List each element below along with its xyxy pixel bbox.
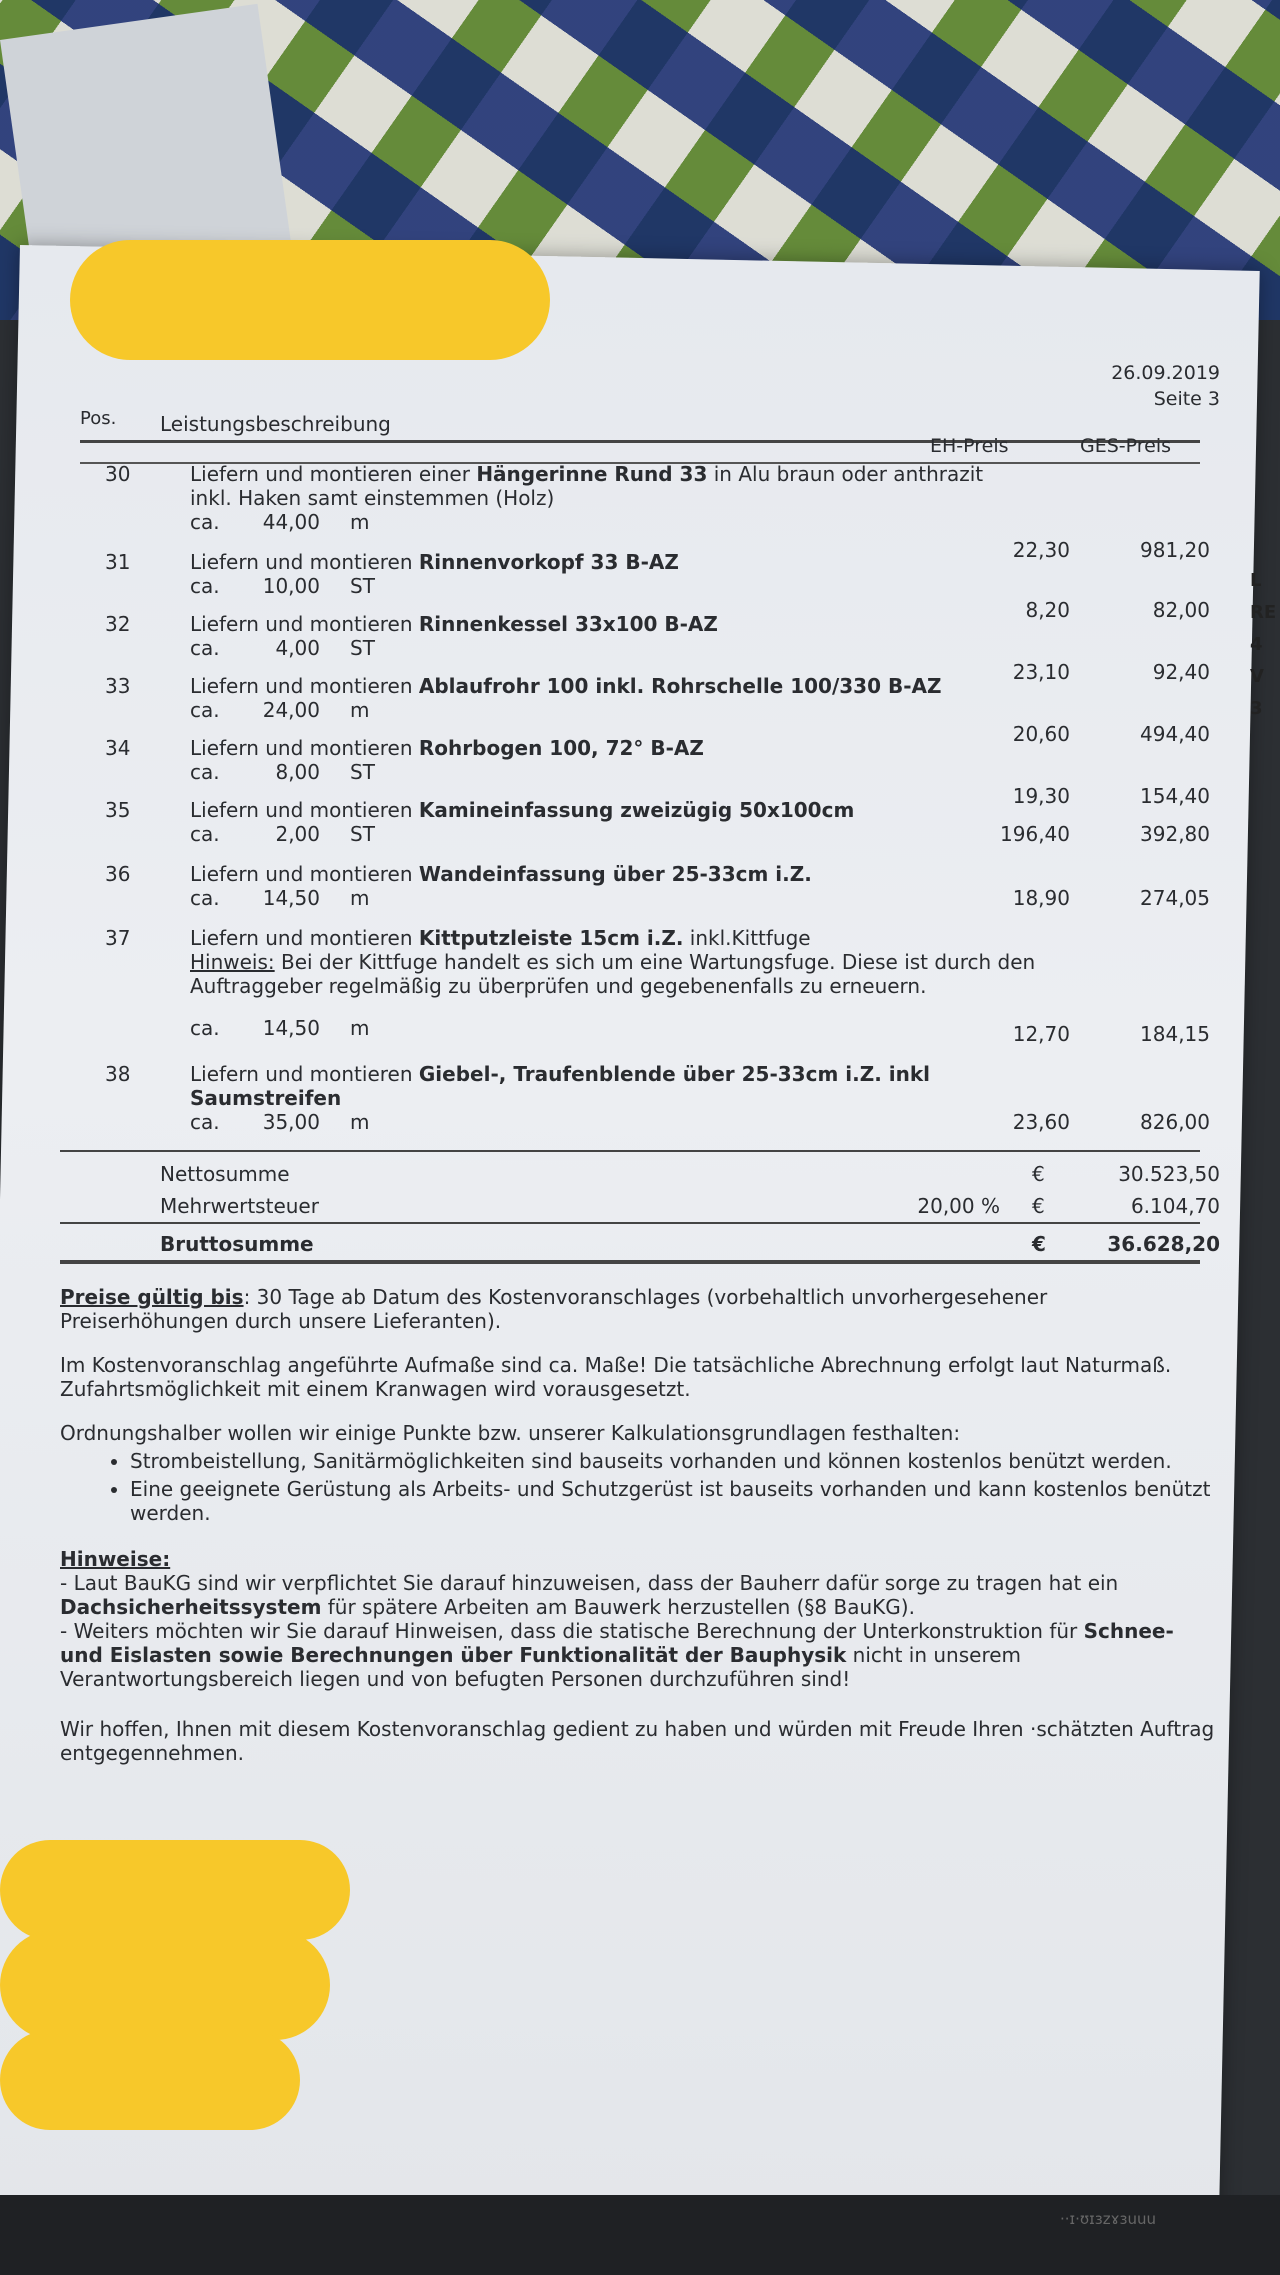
item-description	[190, 674, 1010, 722]
item-unit-price: 20,60	[1012, 722, 1070, 746]
basis-intro: Ordnungshalber wollen wir einige Punkte bzw. unserer Kalkulationsgrundlagen festhalten:	[60, 1421, 961, 1445]
hint1-bold: Dachsicherheitssystem	[60, 1595, 322, 1619]
item-text: Liefern und montieren	[190, 862, 419, 886]
hint2-suffix: nicht in unserem Verantwortungsbereich liegen und von befugten Personen durchzuführen sind!	[60, 1643, 1022, 1691]
item-quantity	[190, 574, 1010, 598]
item-quantity	[190, 510, 1010, 534]
item-quantity	[190, 1016, 1090, 1040]
table-header	[80, 400, 1200, 443]
item-number: 32	[105, 612, 131, 636]
item-total: 392,80	[1140, 822, 1210, 846]
item-product: Kamineinfassung zweizügig 50x100cm	[418, 798, 855, 822]
item-unit-price: 196,40	[1000, 822, 1070, 846]
item-text: Liefern und montieren	[190, 798, 419, 822]
item-unit-price: 12,70	[1012, 1022, 1070, 1046]
item-quantity	[190, 822, 1010, 846]
item-unit-price: 18,90	[1012, 886, 1070, 910]
item-number: 31	[105, 550, 131, 574]
qty-unit: m	[350, 510, 370, 534]
column-description: Leistungsbeschreibung	[160, 412, 391, 436]
validity-text: : 30 Tage ab Datum des Kostenvoranschlages (vorbehaltlich unvorhergesehener Preiserhöhungen durch unsere Lieferanten).	[60, 1285, 1048, 1333]
qty-prefix: ca.	[190, 1110, 220, 1134]
item-product: Ablaufrohr 100 inkl. Rohrschelle 100/330 B-AZ	[418, 674, 942, 698]
item-product: Giebel-, Traufenblende über 25-33cm i.Z. inkl Saumstreifen	[190, 1062, 931, 1110]
item-quantity	[190, 760, 1010, 784]
validity-note	[60, 1285, 1220, 1333]
item-quantity	[190, 886, 1010, 910]
item-product: Rinnenvorkopf 33 B-AZ	[418, 550, 679, 574]
item-number: 35	[105, 798, 131, 822]
item-description	[190, 462, 1010, 534]
closing-text: Wir hoffen, Ihnen mit diesem Kostenvoranschlag gedient zu haben und würden mit Freude Ihren ·schätzten Auftrag entgegennehmen.	[60, 1717, 1215, 1765]
validity-label: Preise gültig bis	[60, 1285, 244, 1309]
vat-label: Mehrwertsteuer	[160, 1194, 319, 1218]
hints-title: Hinweise:	[60, 1547, 171, 1571]
basis-list	[60, 1449, 1220, 1525]
gross-divider-bottom	[60, 1260, 1200, 1264]
item-product: Wandeinfassung über 25-33cm i.Z.	[418, 862, 812, 886]
qty-prefix: ca.	[190, 510, 220, 534]
qty-prefix: ca.	[190, 1016, 220, 1040]
qty-unit: ST	[350, 574, 375, 598]
measure-note: Im Kostenvoranschlag angeführte Aufmaße sind ca. Maße! Die tatsächliche Abrechnung erfolgt laut Naturmaß. Zufahrtsmöglichkeit mit einem Kranwagen wird vorausgesetzt.	[60, 1353, 1172, 1401]
net-value: 30.523,50	[1118, 1162, 1220, 1186]
item-description	[190, 550, 1010, 598]
item-number: 33	[105, 674, 131, 698]
table-surface	[0, 2195, 1280, 2275]
hint1-text: - Laut BauKG sind wir verpflichtet Sie darauf hinzuweisen, dass der Bauherr dafür sorge zu tragen hat ein	[60, 1571, 1119, 1595]
item-total: 826,00	[1140, 1110, 1210, 1134]
item-unit-price: 22,30	[1012, 538, 1070, 562]
qty-prefix: ca.	[190, 698, 220, 722]
item-total: 92,40	[1152, 660, 1210, 684]
item-text: Liefern und montieren	[190, 736, 419, 760]
item-unit-price: 23,10	[1012, 660, 1070, 684]
column-total-price: GES-Preis	[1080, 435, 1172, 457]
item-text: Liefern und montieren	[190, 612, 419, 636]
item-text: Liefern und montieren	[190, 926, 419, 950]
basis-item: • Eine geeignete Gerüstung als Arbeits- und Schutzgerüst ist bauseits vorhanden und kann kostenlos benützt werden.	[130, 1477, 1220, 1525]
item-total: 274,05	[1140, 886, 1210, 910]
qty-unit: m	[350, 698, 370, 722]
item-number: 37	[105, 926, 131, 950]
qty-unit: m	[350, 1016, 370, 1040]
item-description	[190, 736, 1010, 784]
item-total: 184,15	[1140, 1022, 1210, 1046]
item-quantity	[190, 698, 1010, 722]
item-text-suffix: inkl.Kittfuge	[683, 926, 811, 950]
qty-value: 10,00	[262, 574, 320, 598]
column-unit-price: EH-Preis	[930, 435, 1009, 457]
qty-unit: m	[350, 1110, 370, 1134]
item-description	[190, 612, 1010, 660]
vat-currency: €	[1032, 1194, 1045, 1218]
gross-currency: €	[1032, 1232, 1046, 1256]
hints-block	[60, 1547, 1220, 1691]
item-number: 34	[105, 736, 131, 760]
item-text: Liefern und montieren einer	[190, 462, 477, 486]
item-number: 30	[105, 462, 131, 486]
totals-divider	[60, 1150, 1200, 1152]
redaction-signature-3	[0, 2030, 300, 2130]
item-number: 38	[105, 1062, 131, 1086]
qty-unit: ST	[350, 760, 375, 784]
item-description	[190, 1062, 950, 1134]
document-page	[40, 250, 1220, 2228]
redaction-signature-1	[0, 1840, 350, 1940]
net-currency: €	[1032, 1162, 1045, 1186]
item-total: 154,40	[1140, 784, 1210, 808]
item-quantity	[190, 636, 1010, 660]
item-text: Liefern und montieren	[190, 1062, 419, 1086]
item-unit-price: 19,30	[1012, 784, 1070, 808]
item-hint	[190, 950, 1035, 998]
qty-value: 14,50	[262, 1016, 320, 1040]
document-date: 26.09.2019	[1111, 362, 1220, 384]
item-total: 494,40	[1140, 722, 1210, 746]
qty-value: 14,50	[262, 886, 320, 910]
qty-unit: ST	[350, 636, 375, 660]
qty-value: 35,00	[262, 1110, 320, 1134]
item-number: 36	[105, 862, 131, 886]
hint2-text: - Weiters möchten wir Sie darauf Hinweisen, dass die statische Berechnung der Unterkonstruktion für	[60, 1619, 1084, 1643]
item-product: Rinnenkessel 33x100 B-AZ	[418, 612, 718, 636]
qty-value: 8,00	[275, 760, 320, 784]
item-description	[190, 926, 1090, 1040]
item-product: Hängerinne Rund 33	[476, 462, 708, 486]
hint1-suffix: für spätere Arbeiten am Bauwerk herzustellen (§8 BauKG).	[321, 1595, 915, 1619]
gross-value: 36.628,20	[1107, 1232, 1220, 1256]
redaction-header	[70, 240, 550, 360]
hint-text: Bei der Kittfuge handelt es sich um eine Wartungsfuge. Diese ist durch den Auftraggeber regelmäßig zu überprüfen und gegebenenfalls zu erneuern.	[190, 950, 1036, 998]
item-unit-price: 8,20	[1025, 598, 1070, 622]
qty-value: 24,00	[262, 698, 320, 722]
item-quantity	[190, 1110, 950, 1134]
item-description	[190, 798, 1010, 846]
item-product: Kittputzleiste 15cm i.Z.	[418, 926, 684, 950]
qty-prefix: ca.	[190, 886, 220, 910]
item-unit-price: 23,60	[1012, 1110, 1070, 1134]
qty-prefix: ca.	[190, 636, 220, 660]
gross-divider-top	[60, 1222, 1200, 1224]
page-number: Seite 3	[1153, 388, 1220, 410]
item-text-suffix: in Alu braun oder anthrazit inkl. Haken samt einstemmen (Holz)	[190, 462, 984, 510]
qty-prefix: ca.	[190, 822, 220, 846]
qty-value: 44,00	[262, 510, 320, 534]
item-total: 82,00	[1152, 598, 1210, 622]
qty-prefix: ca.	[190, 574, 220, 598]
redaction-signature-2	[0, 1930, 330, 2040]
item-product: Rohrbogen 100, 72° B-AZ	[418, 736, 704, 760]
qty-value: 2,00	[275, 822, 320, 846]
side-paper-marks: L RE 4 V 3	[1250, 570, 1277, 719]
hint-label: Hinweis:	[190, 950, 275, 974]
hint2-bold: Schnee- und Eislasten sowie Berechnungen über Funktionalität der Bauphysik	[60, 1619, 1174, 1667]
item-text: Liefern und montieren	[190, 550, 419, 574]
terms-section	[60, 1285, 1220, 1785]
qty-unit: ST	[350, 822, 375, 846]
item-text: Liefern und montieren	[190, 674, 419, 698]
qty-prefix: ca.	[190, 760, 220, 784]
qty-unit: m	[350, 886, 370, 910]
item-total: 981,20	[1140, 538, 1210, 562]
column-pos: Pos.	[80, 408, 117, 429]
gross-label: Bruttosumme	[160, 1232, 314, 1256]
net-label: Nettosumme	[160, 1162, 290, 1186]
vat-value: 6.104,70	[1130, 1194, 1220, 1218]
item-description	[190, 862, 1010, 910]
qty-value: 4,00	[275, 636, 320, 660]
footer-reference: ··ɪ·ʊɪɜᴢɤɜuuu	[1060, 2210, 1156, 2228]
vat-rate: 20,00 %	[917, 1194, 1000, 1218]
basis-item: • Strombeistellung, Sanitärmöglichkeiten sind bauseits vorhanden und können kostenlos benützt werden.	[130, 1449, 1220, 1473]
